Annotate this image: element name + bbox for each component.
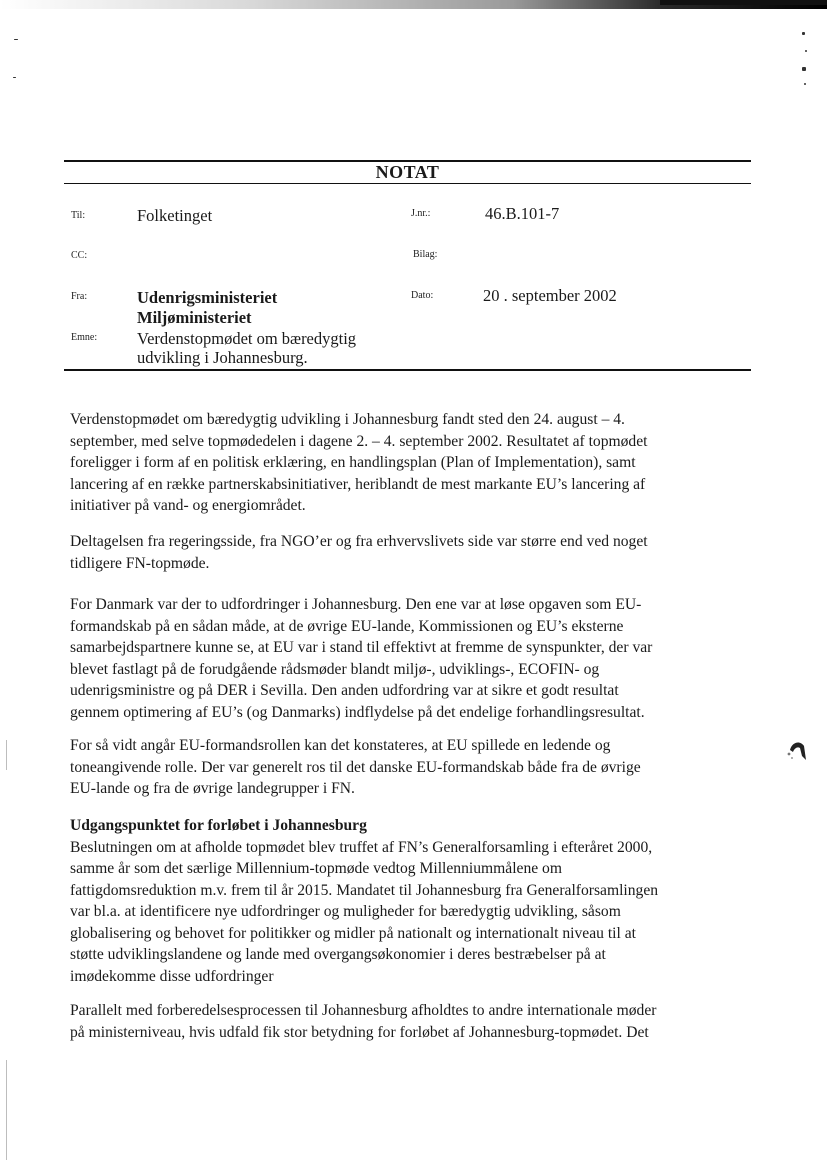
paragraph-line: formandskab på en sådan måde, at de øvrige EU-lande, Kommissionen og EU’s eksterne [70,617,624,635]
paragraph-line: Verdenstopmødet om bæredygtig udvikling i Johannesburg fandt sted den 24. august – 4. [70,411,625,428]
paragraph-3 [70,594,750,723]
dato-label: Dato: [411,290,434,301]
paragraph-line: For så vidt angår EU-formandsrollen kan det konstateres, at EU spillede en ledende og [70,737,611,754]
paragraph-line: foreligger i form af en politisk erklæring, en handlingsplan (Plan of Implementation), samt [70,454,636,471]
til-label: Til: [71,210,86,221]
paragraph-6 [70,1000,750,1043]
bilag-label: Bilag: [413,249,438,260]
emne-label: Emne: [71,332,98,343]
paragraph-5 [70,815,750,987]
scan-speck [805,50,807,52]
paragraph-1 [70,409,750,517]
paragraph-line: toneangivende rolle. Der var generelt ros til det danske EU-formandskab både fra de øvrige [70,758,641,776]
paragraph-line: globalisering og behovet for politikker og midler på nationalt og internationalt niveau til at [70,924,636,942]
emne-value-line-1: Verdenstopmødet om bæredygtig [137,329,357,348]
fra-value-line-1: Udenrigsministeriet [137,288,278,307]
paragraph-line: september, med selve topmødedelen i dagene 2. – 4. september 2002. Resultatet af topmødet [70,432,648,450]
paragraph-line: gennem optimering af EU’s (og Danmarks) indflydelse på det endelige forhandlingsresultat. [70,703,645,721]
paragraph-line: imødekomme disse udfordringer [70,967,274,985]
paragraph-line: Deltagelsen fra regeringsside, fra NGO’er og fra erhvervslivets side var større end ved noget [70,533,648,550]
emne-value-line-2: udvikling i Johannesburg. [137,348,308,367]
paragraph-4 [70,735,750,800]
scan-speck [802,32,805,35]
til-value: Folketinget [137,206,213,225]
jnr-value: 46.B.101-7 [485,204,560,223]
paragraph-line: var bl.a. at identificere nye udfordringer og muligheder for bæredygtig udvikling, såsom [70,903,621,920]
section-heading: Udgangspunktet for forløbet i Johannesburg [70,817,367,834]
title-bottom-rule [64,183,751,184]
paragraph-line: på ministerniveau, hvis udfald fik stor betydning for forløbet af Johannesburg-topmødet. Det [70,1023,649,1041]
scan-speck [14,39,18,40]
paragraph-line: initiativer på vand- og energiområdet. [70,497,306,514]
memo-title: NOTAT [375,162,440,182]
paragraph-line: Parallelt med forberedelsesprocessen til Johannesburg afholdtes to andre internationale møder [70,1002,657,1019]
scan-margin-line [6,1060,7,1160]
scan-edge-shadow-dark [660,0,827,5]
paragraph-line: EU-lande og fra de øvrige landegrupper i FN. [70,780,355,797]
paragraph-line: tidligere FN-topmøde. [70,554,210,572]
fra-value-line-2: Miljøministeriet [137,308,252,327]
scan-speck [13,77,16,78]
scan-speck [804,83,806,85]
paragraph-2 [70,531,750,574]
jnr-label: J.nr.: [411,208,431,219]
scan-speck [802,67,806,71]
paragraph-line: lancering af en række partnerskabsinitiativer, heriblandt de mest markante EU’s lancering af [70,475,646,493]
scan-margin-line [6,740,7,770]
paragraph-line: samme år som det særlige Millennium-topmøde vedtog Millenniummålene om [70,860,562,877]
paragraph-line: fattigdomsreduktion m.v. frem til år 2015. Mandatet til Johannesburg fra Generalforsamlingen [70,881,659,899]
paragraph-line: Beslutningen om at afholde topmødet blev truffet af FN’s Generalforsamling i efteråret 2000, [70,838,653,856]
paragraph-line: blevet fastlagt på de forudgående rådsmøder blandt miljø-, udviklings-, ECOFIN- og [70,660,600,678]
dato-value: 20 . september 2002 [483,286,617,305]
paragraph-line: For Danmark var der to udfordringer i Johannesburg. Den ene var at løse opgaven som EU- [70,596,642,613]
paragraph-line: udenrigsministre og på DER i Sevilla. Den anden udfordring var at sikre et godt resultat [70,682,619,699]
header-bottom-rule [64,369,751,371]
cc-label: CC: [71,250,88,261]
margin-pencil-mark-icon [786,738,808,764]
fra-label: Fra: [71,291,88,302]
paragraph-line: samarbejdspartnere kunne se, at EU var i stand til effektivt at fremme de synspunkter, der var [70,639,653,656]
paragraph-line: støtte udviklingslandene og lande med overgangsøkonomier i deres bestræbelser på at [70,946,606,963]
